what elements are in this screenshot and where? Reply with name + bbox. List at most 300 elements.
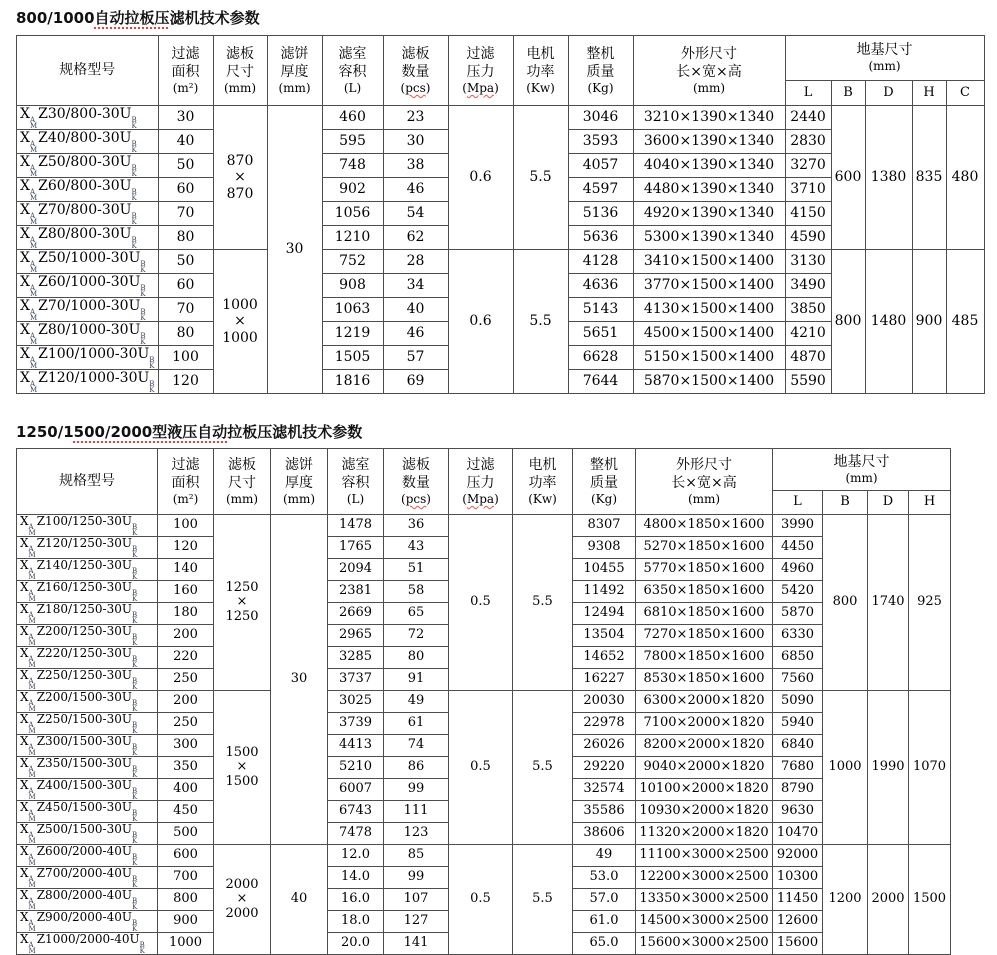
table-cell: 5651 [568, 322, 633, 346]
table-cell: 5636 [568, 226, 633, 250]
model-affix [29, 854, 36, 866]
table-cell: 835 [912, 106, 946, 250]
model-affix-sub: M [29, 386, 38, 394]
table-cell: 5.5 [513, 691, 573, 845]
col-header-unit: (L) [346, 491, 365, 506]
table-cell: 4590 [785, 226, 831, 250]
table-cell: 1056 [322, 202, 383, 226]
model-affix-sup: B [140, 260, 146, 268]
table-cell: 4130×1500×1400 [633, 298, 785, 322]
model-affix [131, 141, 136, 153]
model-affix-sub: K [149, 386, 155, 394]
table-cell: 4500×1500×1400 [633, 322, 785, 346]
model-affix [29, 766, 36, 778]
col-header-foundation-B: B [823, 491, 868, 515]
col-header [322, 36, 383, 106]
table-cell: 5090 [773, 691, 823, 713]
table-cell: 140 [158, 559, 214, 581]
col-header-unit: (Kw) [526, 80, 555, 95]
table-cell: 6850 [773, 647, 823, 669]
table-cell: 14500×3000×2500 [636, 911, 773, 933]
table-cell: 30 [383, 130, 448, 154]
col-header-unit: (m²) [172, 80, 199, 95]
model-affix [132, 766, 137, 778]
model-affix [132, 568, 137, 580]
model-affix [132, 678, 137, 690]
model-affix [132, 524, 137, 536]
model-affix-sup: A [29, 380, 36, 388]
model-cell: X A M Z50/800-30U B K [17, 154, 159, 178]
model-cell: X A M Z50/1000-30U B K [17, 250, 159, 274]
model-affix-sup: B [140, 308, 146, 316]
model-affix-sup: A [28, 611, 34, 619]
model-cell: X A M Z220/1250-30U B K [17, 647, 158, 669]
model-affix [30, 357, 37, 369]
model-affix-sup: A [29, 356, 36, 364]
model-affix [30, 213, 37, 225]
model-cell: X A M Z250/1500-30U B K [17, 713, 158, 735]
col-header-line: 滤板 [402, 456, 430, 473]
col-header-unit: (Mpa) [462, 491, 499, 506]
table-cell: 26026 [573, 735, 636, 757]
col-header-line: 尺寸 [228, 474, 256, 491]
table-cell: 0.5 [449, 515, 513, 691]
model-cell: X A M Z180/1250-30U B K [17, 603, 158, 625]
model-cell: X A M Z500/1500-30U B K [17, 823, 158, 845]
model-affix-sub: K [131, 727, 138, 735]
model-affix-sub: K [131, 146, 137, 154]
table-cell: 3490 [785, 274, 831, 298]
col-header-line: 电机 [526, 45, 555, 62]
table-cell: 4040×1390×1340 [633, 154, 785, 178]
col-header-line: 数量 [401, 63, 430, 80]
table-cell: 485 [946, 250, 984, 394]
model-cell: X A M Z600/2000-40U B K [17, 845, 158, 867]
table-cell: 6350×1850×1600 [636, 581, 773, 603]
col-header-line: 长×宽×高 [671, 474, 737, 491]
model-affix [140, 309, 145, 321]
table-cell: 28 [383, 250, 448, 274]
table-cell: 12200×3000×2500 [636, 867, 773, 889]
table-cell: 3270 [785, 154, 831, 178]
model-affix-sup: A [28, 655, 34, 663]
model-affix-sup: A [28, 941, 34, 949]
table-cell: 2000 × 2000 [214, 845, 271, 955]
table-cell: 6840 [773, 735, 823, 757]
col-header-line: 功率 [526, 63, 555, 80]
model-affix-sup: A [28, 765, 34, 773]
table-cell: 3210×1390×1340 [633, 106, 785, 130]
model-affix-sub: M [28, 859, 36, 867]
table-cell: 32574 [573, 779, 636, 801]
model-affix [132, 700, 137, 712]
model-affix [30, 285, 37, 297]
table-cell: 3710 [785, 178, 831, 202]
col-header [573, 449, 636, 515]
col-header [384, 449, 449, 515]
table-cell: 5270×1850×1600 [636, 537, 773, 559]
table-cell: 870 × 870 [213, 106, 267, 250]
table-cell: 10300 [773, 867, 823, 889]
table-cell: 92000 [773, 845, 823, 867]
model-affix-sup: A [28, 523, 34, 531]
model-cell: X A M Z70/1000-30U B K [17, 298, 159, 322]
col-header-unit: (mm) [225, 491, 259, 506]
table-cell: 1219 [322, 322, 383, 346]
model-affix [132, 832, 137, 844]
table-cell: 5210 [328, 757, 384, 779]
table-cell: 1478 [328, 515, 384, 537]
spellcheck-wavy: pcs [405, 80, 426, 95]
model-affix [30, 333, 37, 345]
model-affix-sub: M [29, 122, 38, 130]
table-cell: 60 [158, 274, 213, 298]
table-cell: 1500 [909, 845, 951, 955]
page-title-table1 [16, 9, 997, 27]
table-cell: 5.5 [513, 106, 568, 250]
model-affix-sub: M [28, 881, 36, 889]
table-cell: 3770×1500×1400 [633, 274, 785, 298]
model-affix [29, 524, 36, 536]
table-cell: 3130 [785, 250, 831, 274]
table-cell: 7800×1850×1600 [636, 647, 773, 669]
col-header-line: 压力 [466, 63, 495, 80]
model-affix-sub: M [29, 194, 38, 202]
model-affix [29, 722, 36, 734]
col-header-unit: (mm) [278, 80, 311, 95]
table-cell: 3850 [785, 298, 831, 322]
table-cell: 1200 [823, 845, 868, 955]
table-row [17, 845, 951, 867]
table-cell: 908 [322, 274, 383, 298]
table-cell: 748 [322, 154, 383, 178]
model-affix-sub: K [140, 290, 146, 298]
col-header-line: 过滤 [171, 456, 200, 473]
col-header-unit: (mm) [282, 491, 316, 506]
model-affix [30, 117, 37, 129]
title2-part2: 500/2000型液压自动 [73, 423, 228, 441]
table-cell: 49 [384, 691, 449, 713]
table-cell: 5590 [785, 370, 831, 394]
model-affix-sub: K [131, 837, 138, 845]
model-cell: X A M Z40/800-30U B K [17, 130, 159, 154]
col-header-unit: (pcs) [401, 491, 431, 506]
model-affix-sup: B [131, 589, 138, 597]
title1-part3: 滤机技术参数 [169, 9, 260, 27]
model-affix-sub: M [28, 749, 36, 757]
model-affix-sub: K [131, 815, 138, 823]
model-affix-sup: B [131, 188, 137, 196]
model-affix [29, 590, 36, 602]
table-cell: 50 [158, 154, 213, 178]
model-affix-sup: A [29, 260, 36, 268]
table-cell: 8790 [773, 779, 823, 801]
model-affix-sub: K [140, 314, 146, 322]
model-affix-sup: B [131, 699, 138, 707]
col-header-line: 厚度 [285, 474, 313, 491]
table-cell: 3990 [773, 515, 823, 537]
table-cell: 450 [158, 801, 214, 823]
model-affix-sup: A [28, 853, 34, 861]
table-cell: 11320×2000×1820 [636, 823, 773, 845]
table-cell: 38606 [573, 823, 636, 845]
table-cell: 35586 [573, 801, 636, 823]
model-affix-sub: K [131, 749, 138, 757]
table-cell: 69 [383, 370, 448, 394]
spellcheck-wavy: Mpa [466, 491, 495, 506]
table-cell: 4800×1850×1600 [636, 515, 773, 537]
table-cell: 50 [158, 250, 213, 274]
table-cell: 30 [267, 106, 322, 394]
model-affix-sup: B [131, 809, 138, 817]
model-affix-sub: M [28, 529, 36, 537]
model-affix-sub: K [131, 529, 138, 537]
spellcheck-wavy: pcs [405, 491, 427, 506]
col-header-unit: (pcs) [400, 80, 431, 95]
col-header [449, 449, 513, 515]
model-affix [30, 309, 37, 321]
model-affix-sub: K [139, 947, 145, 955]
model-affix [132, 898, 137, 910]
table-cell: 127 [384, 911, 449, 933]
table-cell: 350 [158, 757, 214, 779]
model-affix [140, 261, 145, 273]
model-affix-sup: B [131, 919, 138, 927]
model-affix-sub: M [28, 815, 36, 823]
table-cell: 6007 [328, 779, 384, 801]
table-cell: 16.0 [328, 889, 384, 911]
model-affix-sub: M [29, 266, 38, 274]
col-header-line: 数量 [402, 474, 430, 491]
table-cell: 100 [158, 346, 213, 370]
model-affix-sup: B [131, 765, 138, 773]
col-header-foundation [785, 36, 984, 81]
table-cell: 70 [158, 298, 213, 322]
table-cell: 9040×2000×1820 [636, 757, 773, 779]
page-title-table2 [16, 423, 997, 441]
model-affix-sub: M [29, 314, 38, 322]
table-cell: 400 [158, 779, 214, 801]
table-cell: 1000 [823, 691, 868, 845]
table-cell: 902 [322, 178, 383, 202]
col-header-dims [633, 36, 785, 106]
model-affix-sub: K [131, 683, 138, 691]
table-cell: 6628 [568, 346, 633, 370]
col-header-unit: (mm) [687, 491, 721, 506]
model-affix-sup: B [131, 523, 138, 531]
col-header-line: 整机 [590, 456, 618, 473]
table-cell: 5870×1500×1400 [633, 370, 785, 394]
col-header [267, 36, 322, 106]
model-affix-sub: K [131, 881, 138, 889]
model-affix [29, 700, 36, 712]
model-affix [132, 876, 137, 888]
table-cell: 752 [322, 250, 383, 274]
table-cell: 61.0 [573, 911, 636, 933]
col-header [158, 449, 214, 515]
table-cell: 220 [158, 647, 214, 669]
table-cell: 40 [158, 130, 213, 154]
table-cell: 900 [912, 250, 946, 394]
col-header-line: 滤板 [228, 456, 256, 473]
col-header-foundation [773, 449, 951, 491]
title1-part2: 自动拉板压 [94, 9, 170, 27]
model-affix-sub: M [28, 947, 36, 955]
table-cell: 123 [384, 823, 449, 845]
table-cell: 200 [158, 691, 214, 713]
table-cell: 85 [384, 845, 449, 867]
table-cell: 53.0 [573, 867, 636, 889]
col-header [328, 449, 384, 515]
table-cell: 3739 [328, 713, 384, 735]
col-header [271, 449, 328, 515]
table-cell: 3025 [328, 691, 384, 713]
model-affix [30, 261, 37, 273]
col-header-line: 电机 [528, 456, 557, 473]
table-cell: 6330 [773, 625, 823, 647]
table-cell: 480 [946, 106, 984, 250]
model-affix [29, 656, 36, 668]
col-header-line: 过滤 [466, 456, 495, 473]
table-cell: 1000 × 1000 [213, 250, 267, 394]
model-affix-sub: K [149, 362, 155, 370]
col-header-line: 功率 [528, 474, 557, 491]
table-cell: 250 [158, 713, 214, 735]
table-cell: 900 [158, 911, 214, 933]
model-cell: X A M Z300/1500-30U B K [17, 735, 158, 757]
table-cell: 72 [384, 625, 449, 647]
table-cell: 0.5 [449, 845, 513, 955]
table-cell: 7478 [328, 823, 384, 845]
table-cell: 3737 [328, 669, 384, 691]
col-header-line: 滤板 [401, 45, 430, 62]
table-cell: 1990 [868, 691, 909, 845]
table-cell: 1000 [158, 933, 214, 955]
model-cell: X A M Z350/1500-30U B K [17, 757, 158, 779]
table-cell: 5150×1500×1400 [633, 346, 785, 370]
table-cell: 91 [384, 669, 449, 691]
col-header-line: 尺寸 [226, 63, 255, 80]
model-cell: X A M Z1000/2000-40U B K [17, 933, 158, 955]
model-affix-sup: A [28, 633, 34, 641]
model-affix [132, 744, 137, 756]
table-cell: 2830 [785, 130, 831, 154]
spec-table-1250-1500-2000 [16, 448, 951, 955]
col-header-line: 面积 [171, 63, 200, 80]
model-affix [30, 165, 37, 177]
col-header-unit: (m²) [172, 491, 199, 506]
model-affix-sub: M [28, 727, 36, 735]
table-cell: 49 [573, 845, 636, 867]
model-affix-sup: A [28, 831, 34, 839]
table-cell: 70 [158, 202, 213, 226]
table-cell: 46 [383, 322, 448, 346]
table-row [17, 250, 985, 274]
title1-part1: 800/1000 [16, 9, 95, 27]
table-cell: 107 [384, 889, 449, 911]
table-cell: 1210 [322, 226, 383, 250]
table-cell: 9308 [573, 537, 636, 559]
table-cell: 4450 [773, 537, 823, 559]
col-header-line: 厚度 [280, 63, 309, 80]
table-cell: 3046 [568, 106, 633, 130]
model-affix [132, 656, 137, 668]
title2-part1: 1250/1 [16, 423, 74, 441]
table-cell: 7680 [773, 757, 823, 779]
model-affix [29, 634, 36, 646]
table-cell: 9630 [773, 801, 823, 823]
col-header-line: 过滤 [466, 45, 495, 62]
table-cell: 7644 [568, 370, 633, 394]
model-affix [29, 920, 36, 932]
table-cell: 62 [383, 226, 448, 250]
table-cell: 4870 [785, 346, 831, 370]
table-cell: 4636 [568, 274, 633, 298]
model-affix-sub: M [28, 551, 36, 559]
table-cell: 30 [158, 106, 213, 130]
col-header-foundation-C: C [946, 81, 984, 106]
table-cell: 5870 [773, 603, 823, 625]
model-affix-sub: M [28, 639, 36, 647]
model-affix-sub: M [28, 595, 36, 603]
col-header-foundation-B: B [831, 81, 865, 106]
model-affix-sup: B [131, 743, 138, 751]
table-cell: 800 [158, 889, 214, 911]
model-affix-sup: B [149, 380, 155, 388]
model-affix-sup: A [29, 236, 36, 244]
table-cell: 120 [158, 370, 213, 394]
model-affix [132, 590, 137, 602]
table-cell: 8200×2000×1820 [636, 735, 773, 757]
table-cell: 51 [384, 559, 449, 581]
table-cell: 4210 [785, 322, 831, 346]
model-affix-sup: B [131, 721, 138, 729]
model-affix-sub: K [140, 266, 146, 274]
model-affix-sub: K [131, 639, 138, 647]
model-affix-sub: M [28, 573, 36, 581]
table-cell: 16227 [573, 669, 636, 691]
table-cell: 10100×2000×1820 [636, 779, 773, 801]
model-cell: X A M Z70/800-30U B K [17, 202, 159, 226]
table-cell: 57.0 [573, 889, 636, 911]
table-cell: 180 [158, 603, 214, 625]
table-cell: 4920×1390×1340 [633, 202, 785, 226]
table-cell: 20030 [573, 691, 636, 713]
model-affix-sup: A [28, 875, 34, 883]
table-cell: 5.5 [513, 250, 568, 394]
table-cell: 1070 [909, 691, 951, 845]
table-cell: 2965 [328, 625, 384, 647]
col-header [383, 36, 448, 106]
table-cell: 65.0 [573, 933, 636, 955]
table-cell: 18.0 [328, 911, 384, 933]
model-affix-sub: K [131, 661, 138, 669]
model-affix-sup: B [131, 831, 138, 839]
table-cell: 7270×1850×1600 [636, 625, 773, 647]
model-affix-sup: B [140, 284, 146, 292]
model-affix-sup: A [28, 897, 34, 905]
col-header-unit: (Mpa) [462, 80, 499, 95]
table-body [17, 515, 951, 955]
table-cell: 11100×3000×2500 [636, 845, 773, 867]
model-affix [132, 634, 137, 646]
model-affix-sup: A [28, 699, 34, 707]
col-header-unit: (mm) [692, 80, 726, 95]
header-row-main [17, 449, 951, 491]
table-cell: 4597 [568, 178, 633, 202]
table-body [17, 106, 985, 394]
table-cell: 4057 [568, 154, 633, 178]
